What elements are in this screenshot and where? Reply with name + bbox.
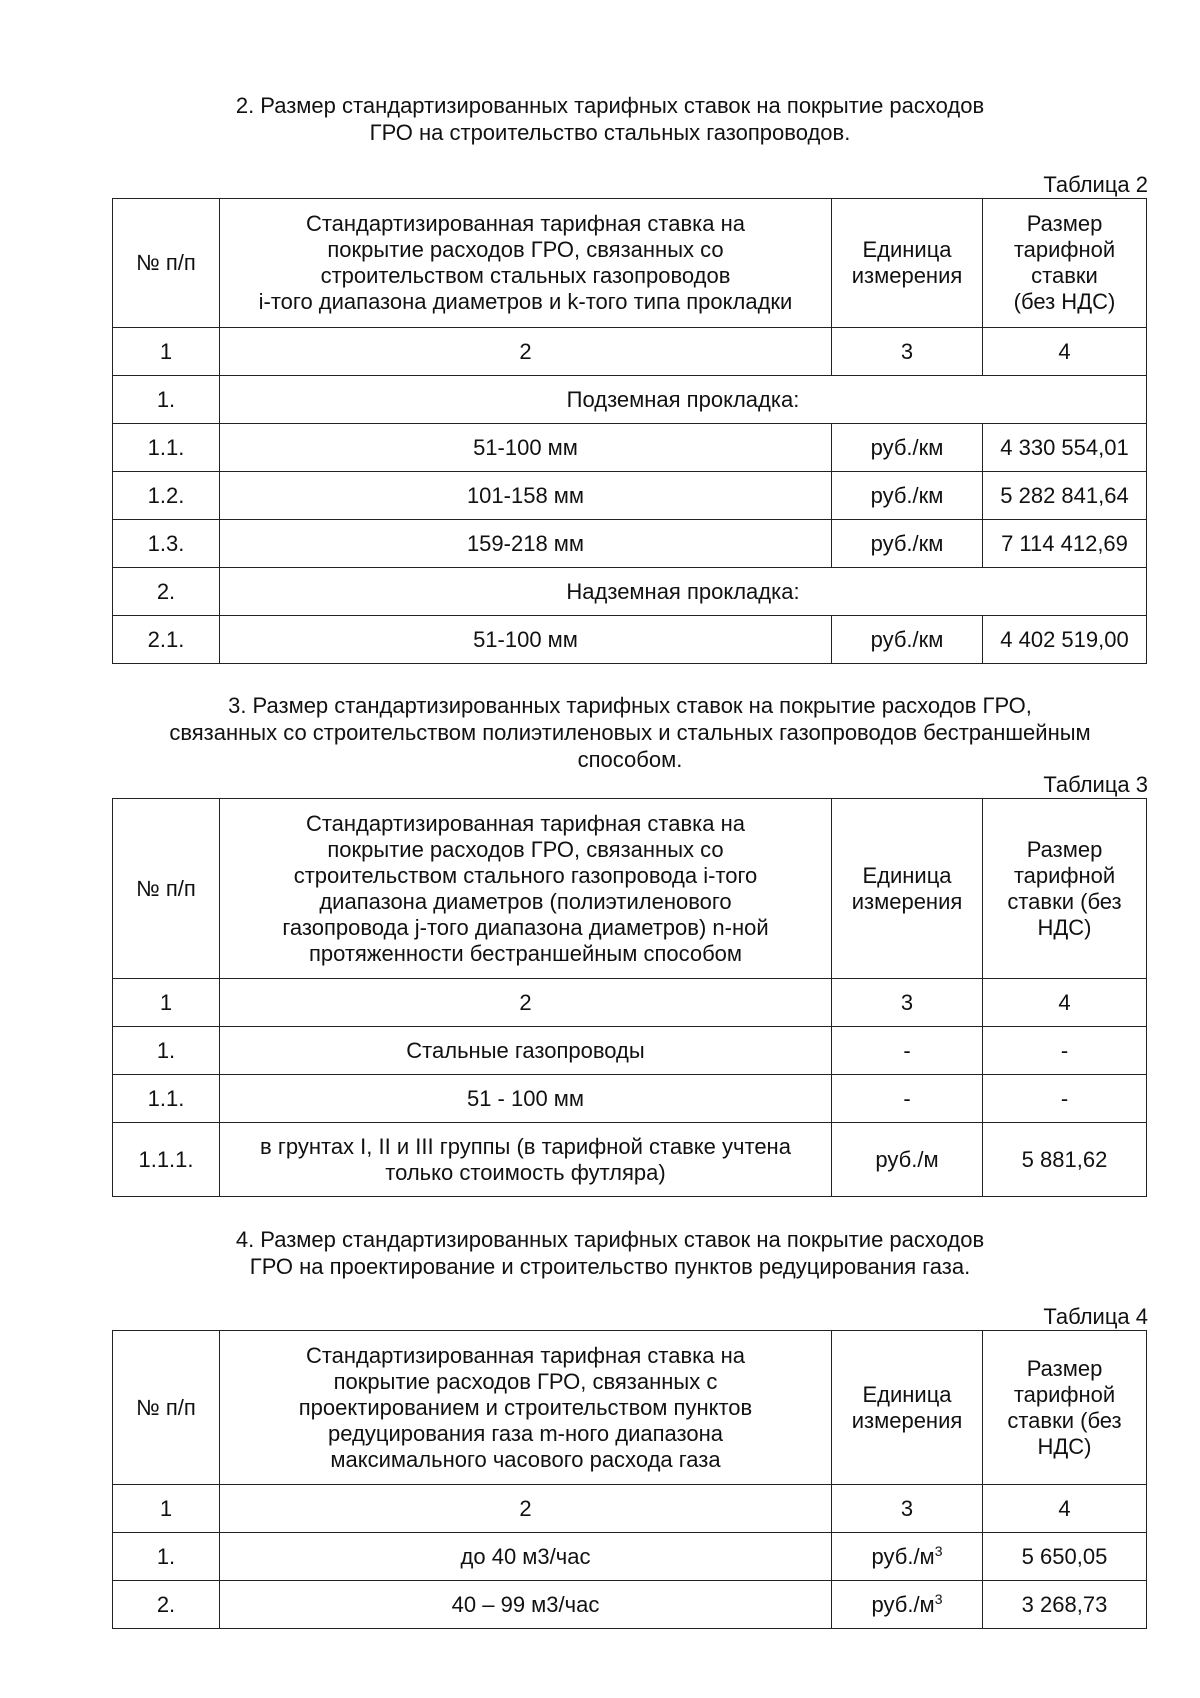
table-row [113,1075,1147,1123]
section-row [113,376,1147,424]
table-row [113,1533,1147,1581]
row-unit: - [832,1027,983,1075]
row-value: - [983,1075,1147,1123]
row-value: 4 402 519,00 [983,616,1147,664]
table-row [113,424,1147,472]
table-header-row [113,1331,1147,1485]
row-num: 1. [113,1533,220,1581]
row-num: 1.2. [113,472,220,520]
row-unit: руб./км [832,424,983,472]
header-num: № п/п [113,199,220,328]
table-4 [112,1330,1147,1629]
table-row [113,1123,1147,1197]
header-rate-value: Размер тарифной ставки (без НДС) [983,799,1147,979]
col-number: 1 [113,979,220,1027]
row-value: 5 650,05 [983,1533,1147,1581]
row-name: 51-100 мм [220,424,832,472]
row-num: 1.1. [113,424,220,472]
col-number: 4 [983,979,1147,1027]
row-unit: руб./км [832,616,983,664]
header-num: № п/п [113,799,220,979]
unit-exponent: 3 [934,1590,943,1607]
heading-line: 4. Размер стандартизированных тарифных ставок на покрытие расходов [235,1227,985,1252]
header-rate-value: Размер тарифной ставки (без НДС) [983,1331,1147,1485]
section-title: Подземная прокладка: [220,376,1147,424]
col-number: 1 [113,328,220,376]
row-num: 1.1. [113,1075,220,1123]
heading-line: 3. Размер стандартизированных тарифных ставок на покрытие расходов ГРО, [228,693,1032,718]
row-name: 159-218 мм [220,520,832,568]
row-unit: руб./м [832,1123,983,1197]
table-row [113,616,1147,664]
header-rate-description: Стандартизированная тарифная ставка на покрытие расходов ГРО, связанных со строительством стальных газопроводов i-того диапазона диаметров и k-того типа прокладки [220,199,832,328]
row-value: - [983,1027,1147,1075]
section-title: Надземная прокладка: [220,568,1147,616]
section2-heading [150,92,1070,146]
col-number: 4 [983,328,1147,376]
col-number: 2 [220,1485,832,1533]
col-number: 3 [832,1485,983,1533]
row-value: 4 330 554,01 [983,424,1147,472]
row-num: 2. [113,1581,220,1629]
col-number: 3 [832,328,983,376]
table-header-row [113,799,1147,979]
row-name: Стальные газопроводы [220,1027,832,1075]
header-unit: Единица измерения [832,799,983,979]
section4-heading [150,1226,1070,1280]
table-3 [112,798,1147,1197]
col-number: 4 [983,1485,1147,1533]
row-name: до 40 м3/час [220,1533,832,1581]
header-rate-description: Стандартизированная тарифная ставка на покрытие расходов ГРО, связанных со строительством стального газопровода i-того диапазона диаметров (полиэтиленового газопровода j-того диапазона диаметров) n-ной протяженности бестраншейным способом [220,799,832,979]
row-unit: руб./км [832,472,983,520]
row-name: 101-158 мм [220,472,832,520]
row-num: 1.1.1. [113,1123,220,1197]
table3-label: Таблица 3 [1043,772,1148,797]
header-num: № п/п [113,1331,220,1485]
row-unit: $руб./м^3$ [832,1581,983,1629]
row-num: 1. [113,1027,220,1075]
row-num: 1. [113,376,220,424]
heading-line: ГРО на строительство стальных газопроводов. [369,120,851,145]
col-number: 3 [832,979,983,1027]
section-row [113,568,1147,616]
row-unit: руб./км [832,520,983,568]
table4-label: Таблица 4 [1043,1304,1148,1329]
table-2 [112,198,1147,664]
row-num: 2. [113,568,220,616]
header-unit: Единица измерения [832,199,983,328]
row-name: 51-100 мм [220,616,832,664]
heading-line: способом. [577,747,683,772]
header-rate-value: Размер тарифной ставки (без НДС) [983,199,1147,328]
row-value: 3 268,73 [983,1581,1147,1629]
column-numbering-row [113,328,1147,376]
table-header-row [113,199,1147,328]
table2-label: Таблица 2 [1043,172,1148,197]
row-name: 40 – 99 м3/час [220,1581,832,1629]
row-num: 1.3. [113,520,220,568]
row-value: 5 282 841,64 [983,472,1147,520]
header-unit: Единица измерения [832,1331,983,1485]
section3-heading [100,692,1160,773]
heading-line: ГРО на проектирование и строительство пунктов редуцирования газа. [249,1254,971,1279]
row-unit: $руб./м^3$ [832,1533,983,1581]
row-value: 7 114 412,69 [983,520,1147,568]
header-rate-description: Стандартизированная тарифная ставка на покрытие расходов ГРО, связанных с проектированием и строительством пунктов редуцирования газа m-ного диапазона максимального часового расхода газа [220,1331,832,1485]
row-name: 51 - 100 мм [220,1075,832,1123]
col-number: 1 [113,1485,220,1533]
col-number: 2 [220,979,832,1027]
table-row [113,1027,1147,1075]
column-numbering-row [113,1485,1147,1533]
row-value: 5 881,62 [983,1123,1147,1197]
row-name: в грунтах I, II и III группы (в тарифной ставке учтена только стоимость футляра) [220,1123,832,1197]
col-number: 2 [220,328,832,376]
heading-line: связанных со строительством полиэтиленовых и стальных газопроводов бестраншейным [169,720,1091,745]
column-numbering-row [113,979,1147,1027]
table-row [113,520,1147,568]
heading-line: 2. Размер стандартизированных тарифных ставок на покрытие расходов [235,93,985,118]
unit-exponent: 3 [934,1542,943,1559]
table-row [113,1581,1147,1629]
row-unit: - [832,1075,983,1123]
table-row [113,472,1147,520]
row-num: 2.1. [113,616,220,664]
